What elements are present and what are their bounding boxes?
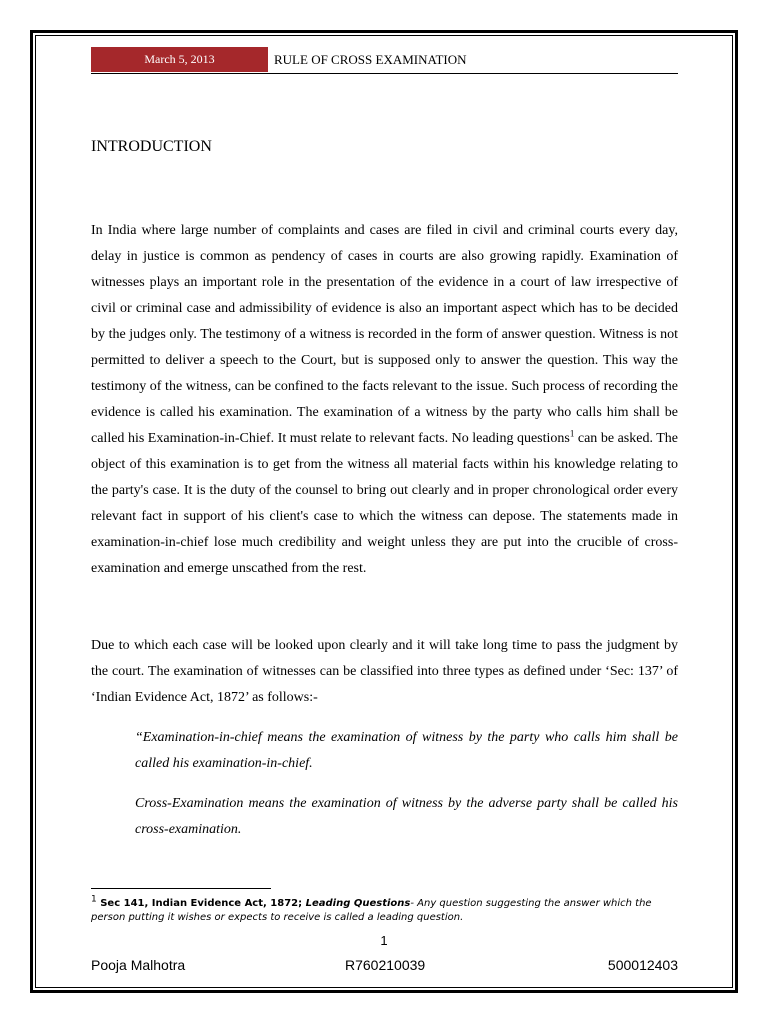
- footer-sap-id: 500012403: [607, 957, 678, 973]
- page-header: [91, 47, 678, 74]
- section-heading: INTRODUCTION: [91, 138, 212, 155]
- paragraph-text: In India where large number of complaints and cases are filed in civil and criminal courts every day, delay in justice is common as pendency of cases in courts are also growing rapidly. Examination of witnesses plays an important role in the presentation of the evidence in a court of law irrespective of civil or criminal case and admissibility of evidence is also an important aspect which has to be decided by the judges only. The testimony of a witness is recorded in the form of answer question. Witness is not permitted to deliver a speech to the Court, but is supposed only to answer the question. This way the testimony of the witness, can be confined to the facts relevant to the issue. Such process of recording the evidence is called his examination. The examination of a witness by the party who calls him shall be called his Examination-in-Chief. It must relate to relevant facts. No leading questions: [91, 223, 678, 446]
- footer-roll-number: R760210039: [345, 957, 426, 973]
- footer-author: Pooja Malhotra: [91, 957, 186, 973]
- footnote-term: Leading Questions: [302, 898, 411, 909]
- header-title: RULE OF CROSS EXAMINATION: [274, 52, 467, 67]
- quote-examination-in-chief: “Examination-in-chief means the examination of witness by the party who calls him shall be called his examination-in-chief.: [135, 730, 678, 771]
- intro-paragraph-2: Due to which each case will be looked upon clearly and it will take long time to pass the judgment by the court. The examination of witnesses can be classified into three types as defined under ‘Sec: 137’ of ‘Indian Evidence Act, 1872’ as follows:-: [91, 638, 678, 705]
- quote-cross-examination: Cross-Examination means the examination of witness by the adverse party shall be called his cross-examination.: [135, 796, 678, 837]
- page-number: 1: [380, 933, 388, 948]
- header-date: March 5, 2013: [91, 47, 268, 72]
- footnote-definition: - Any question suggesting the answer which the person putting it wishes or expects to receive is called a leading question.: [91, 898, 652, 923]
- footnote: [91, 894, 681, 925]
- footnote-separator: [91, 888, 271, 889]
- footnote-citation: Sec 141, Indian Evidence Act, 1872;: [96, 898, 303, 909]
- paragraph-text-continued: can be asked. The object of this examination is to get from the witness all material facts within his knowledge relating to the party's case. It is the duty of the counsel to bring out clearly and in proper chronological order every relevant fact in support of his client's case to which the witness can depose. The statements made in examination-in-chief lose much credibility and weight unless they are put into the crucible of cross-examination and emerge unscathed from the rest.: [91, 431, 678, 576]
- intro-paragraph-1: [91, 218, 678, 582]
- footnote-marker: 1: [91, 894, 97, 905]
- footnote-reference: 1: [569, 428, 575, 439]
